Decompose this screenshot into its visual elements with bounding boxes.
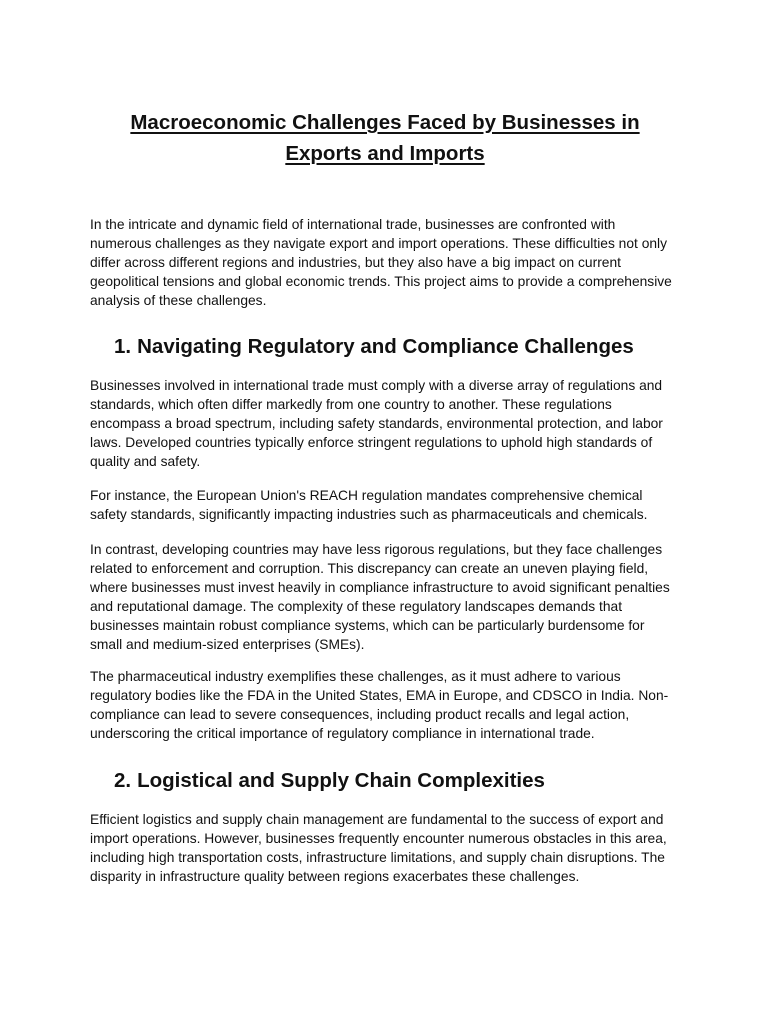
section-1-paragraph-3: In contrast, developing countries may have less rigorous regulations, but they face challenges related to enforcement and corruption. This discrepancy can create an uneven playing field, where businesses must invest heavily in compliance infrastructure to avoid significant penalties and reputational damage. The complexity of these regulatory landscapes demands that businesses maintain robust compliance systems, which can be particularly burdensome for small and medium-sized enterprises (SMEs). bbox=[90, 542, 670, 652]
section-1-number: 1. bbox=[114, 335, 132, 358]
section-1-heading bbox=[114, 334, 634, 360]
section-2-number: 2. bbox=[114, 769, 132, 792]
document-title: Macroeconomic Challenges Faced by Businesses in Exports and Imports bbox=[130, 111, 640, 165]
section-1-paragraph-4: The pharmaceutical industry exemplifies these challenges, as it must adhere to various regulatory bodies like the FDA in the United States, EMA in Europe, and CDSCO in India. Non-compliance can lead to severe consequences, including product recalls and legal action, underscoring the critical importance of regulatory compliance in international trade. bbox=[90, 669, 669, 741]
section-2-title: Logistical and Supply Chain Complexities bbox=[137, 769, 545, 792]
section-1-paragraph-1: Businesses involved in international trade must comply with a diverse array of regulations and standards, which often differ markedly from one country to another. These regulations encompass a broad spectrum, including safety standards, environmental protection, and labor laws. Developed countries typically enforce stringent regulations to uphold high standards of quality and safety. bbox=[90, 378, 663, 469]
section-2-heading bbox=[114, 768, 545, 794]
section-1-paragraph-2: For instance, the European Union's REACH regulation mandates comprehensive chemical safety standards, significantly impacting industries such as pharmaceuticals and chemicals. bbox=[90, 488, 648, 522]
intro-paragraph: In the intricate and dynamic field of international trade, businesses are confronted with numerous challenges as they navigate export and import operations. These difficulties not only differ across different regions and industries, but they also have a big impact on current geopolitical tensions and global economic trends. This project aims to provide a comprehensive analysis of these challenges. bbox=[90, 217, 672, 308]
section-1-title: Navigating Regulatory and Compliance Challenges bbox=[137, 335, 634, 358]
section-2-paragraph-1: Efficient logistics and supply chain management are fundamental to the success of export and import operations. However, businesses frequently encounter numerous obstacles in this area, including high transportation costs, infrastructure limitations, and supply chain disruptions. The disparity in infrastructure quality between regions exacerbates these challenges. bbox=[90, 812, 667, 884]
